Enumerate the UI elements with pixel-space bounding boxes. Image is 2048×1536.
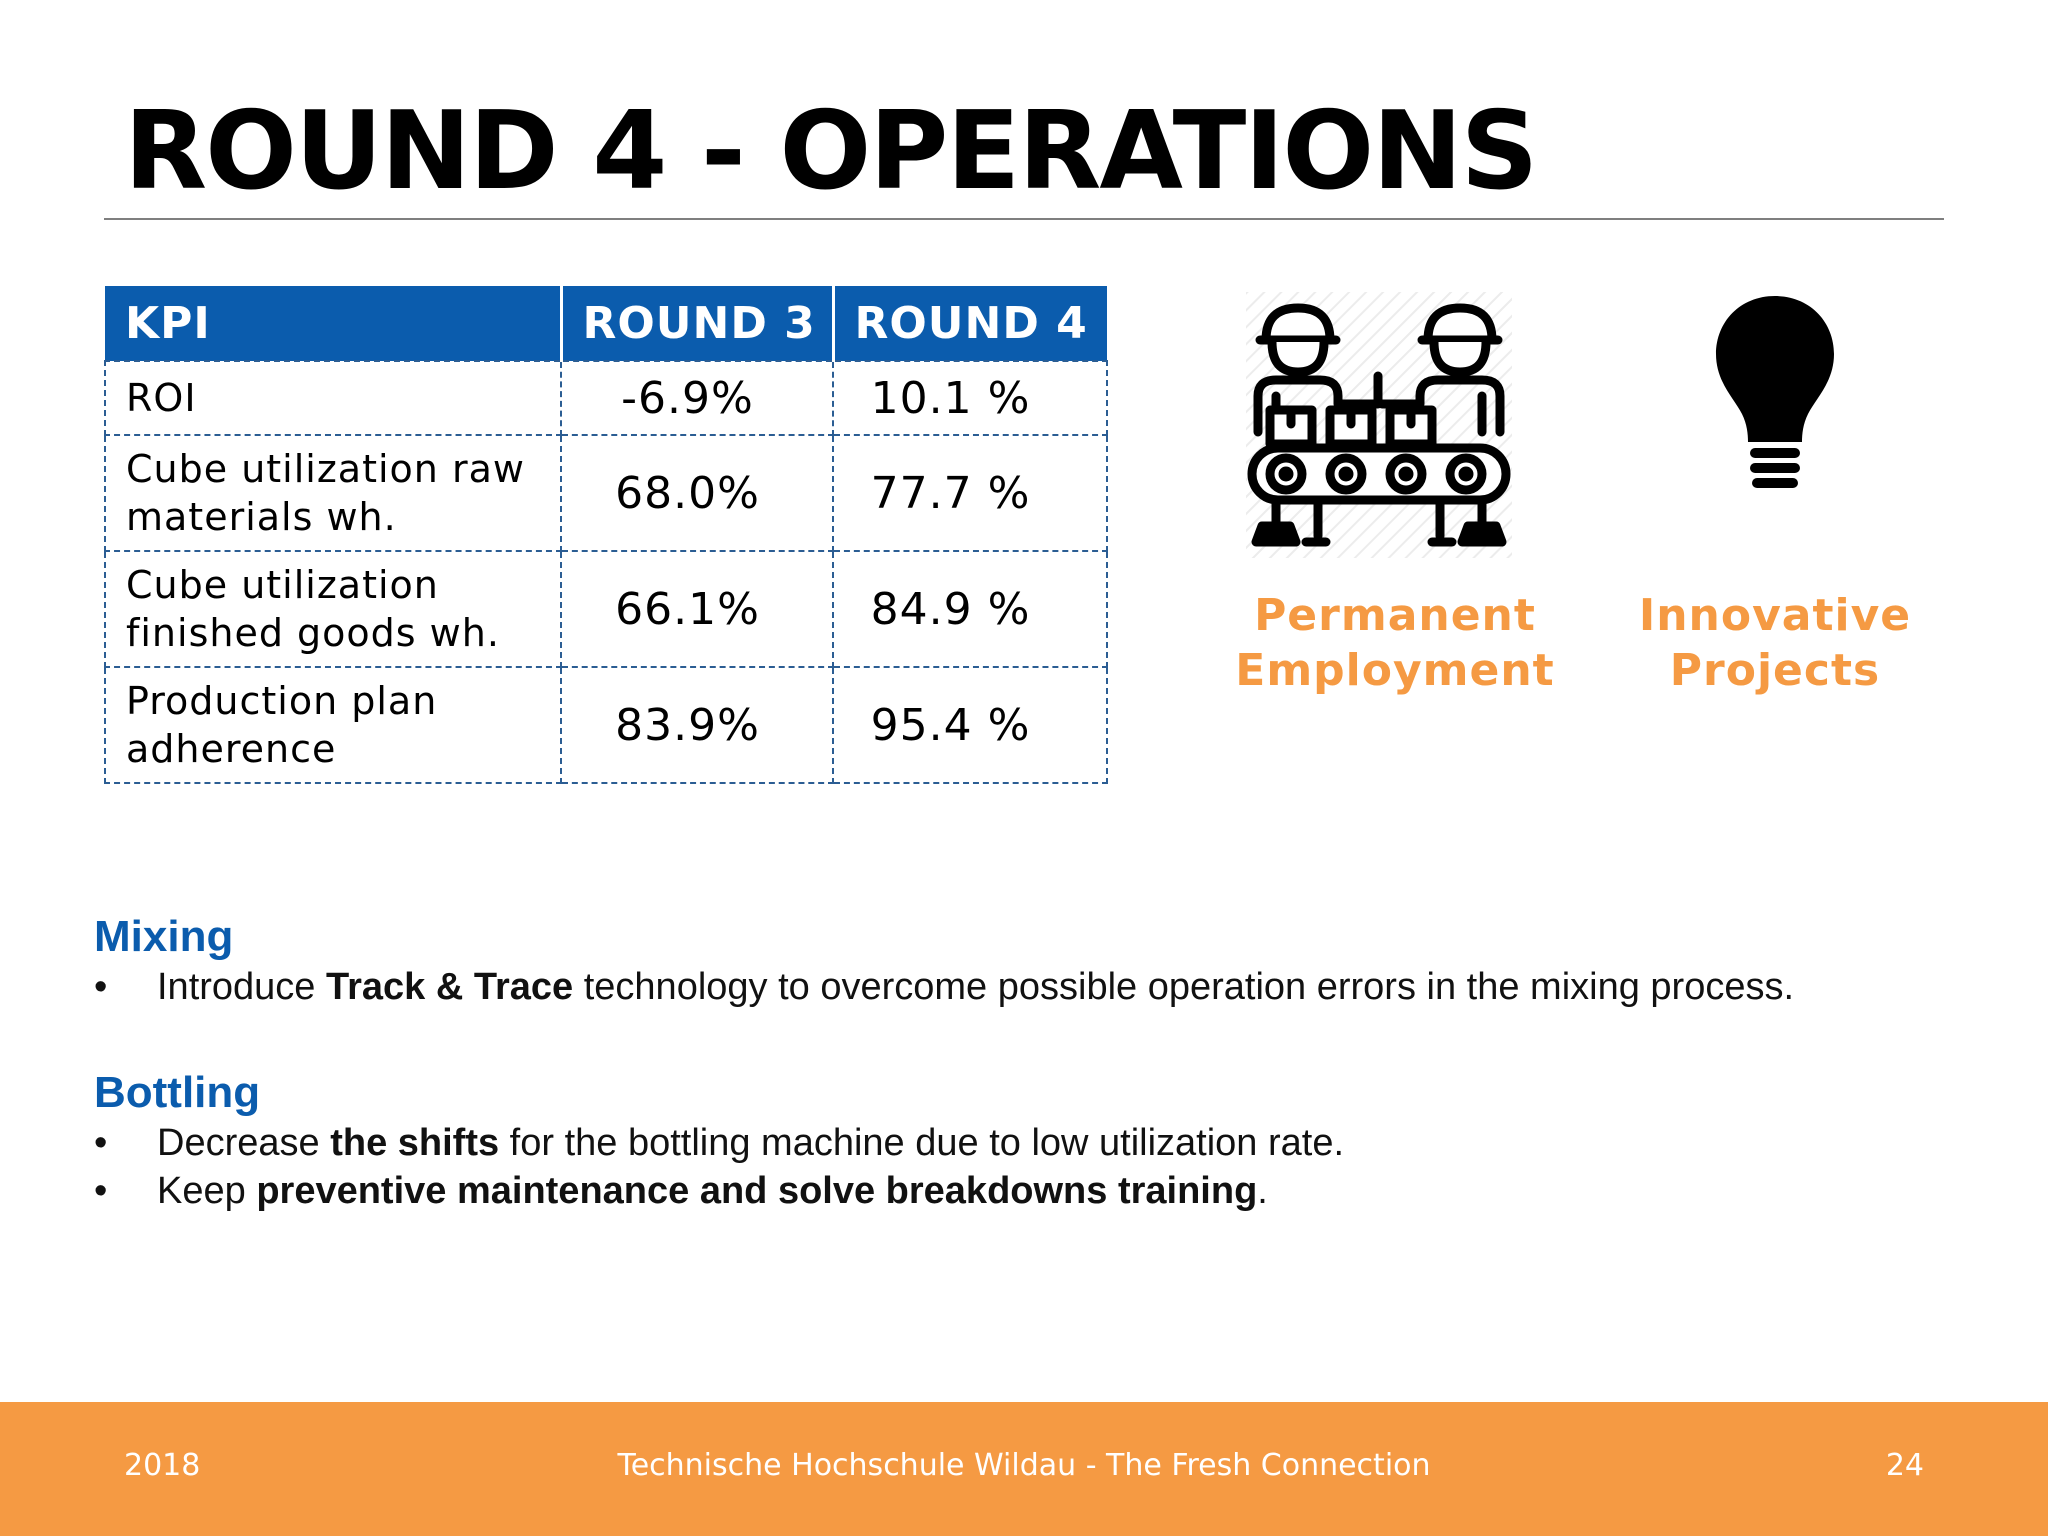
caption-line: Innovative <box>1638 590 1912 641</box>
bullet-marker: • <box>94 966 108 1008</box>
conveyor-workers-icon <box>1246 292 1512 558</box>
caption-line: Employment <box>1235 645 1555 696</box>
kpi-header-round4: ROUND 4 <box>833 286 1107 361</box>
kpi-round4-value: 77.7 % <box>833 435 1107 551</box>
caption-line: Projects <box>1669 645 1881 696</box>
kpi-round3-value: 66.1% <box>561 551 833 667</box>
kpi-table-header-row <box>105 286 1107 361</box>
footer-title: Technische Hochschule Wildau - The Fresh Connection <box>617 1448 1431 1483</box>
kpi-round4-value: 95.4 % <box>833 667 1107 783</box>
kpi-round4-value: 10.1 % <box>833 361 1107 435</box>
permanent-employment-caption <box>1230 588 1560 698</box>
kpi-label: Production plan adherence <box>105 667 561 783</box>
table-row <box>105 667 1107 783</box>
table-row <box>105 361 1107 435</box>
kpi-round3-value: 83.9% <box>561 667 833 783</box>
kpi-header-kpi: KPI <box>105 286 561 361</box>
bullet-text: Decrease the shifts for the bottling machine due to low utilization rate. <box>157 1122 1345 1164</box>
kpi-round3-value: -6.9% <box>561 361 833 435</box>
lightbulb-icon <box>1710 292 1840 498</box>
kpi-table <box>104 286 1108 784</box>
bullet-marker: • <box>94 1170 108 1212</box>
footer-bar <box>0 1402 2048 1536</box>
kpi-label: ROI <box>105 361 561 435</box>
innovative-projects-caption <box>1615 588 1935 698</box>
table-row <box>105 435 1107 551</box>
bullet-text: Keep preventive maintenance and solve breakdowns training. <box>157 1170 1268 1212</box>
mixing-heading: Mixing <box>94 912 234 961</box>
slide-title: ROUND 4 - OPERATIONS <box>124 89 1537 214</box>
bottling-heading: Bottling <box>94 1068 261 1117</box>
table-row <box>105 551 1107 667</box>
page-number: 24 <box>1885 1448 1924 1483</box>
title-divider <box>104 218 1944 220</box>
kpi-label: Cube utilization raw materials wh. <box>105 435 561 551</box>
kpi-round4-value: 84.9 % <box>833 551 1107 667</box>
bullet-marker: • <box>94 1122 108 1164</box>
bullet-text: Introduce Track & Trace technology to overcome possible operation errors in the mixing process. <box>157 966 1795 1008</box>
kpi-header-round3: ROUND 3 <box>561 286 833 361</box>
caption-line: Permanent <box>1254 590 1536 641</box>
kpi-round3-value: 68.0% <box>561 435 833 551</box>
kpi-label: Cube utilization finished goods wh. <box>105 551 561 667</box>
footer-year: 2018 <box>124 1448 201 1483</box>
